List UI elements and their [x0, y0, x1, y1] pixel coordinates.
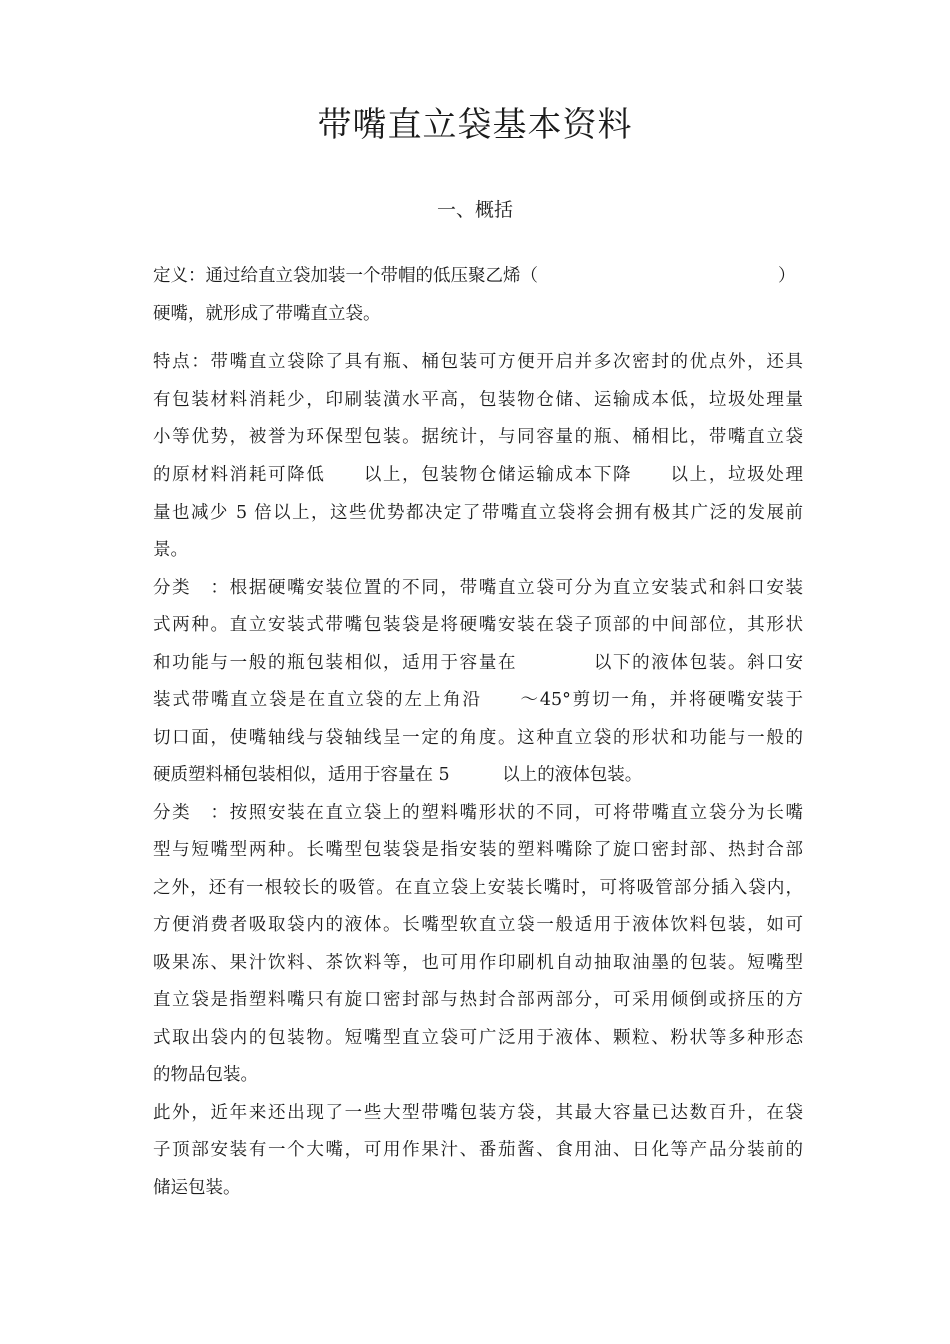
classification2-line: 分类 ：按照安装在直立袋上的塑料嘴形状的不同，可将带嘴直立袋分为长嘴 [153, 803, 803, 823]
classification2-line: 型与短嘴型两种。长嘴型包装袋是指安装的塑料嘴除了旋口密封部、热封合部 [153, 840, 803, 860]
classification1-line: 切口面，使嘴轴线与袋轴线呈一定的角度。这种直立袋的形状和功能与一般的 [153, 728, 803, 748]
classification1-line: 和功能与一般的瓶包装相似，适用于容量在 以下的液体包装。斜口安 [153, 653, 803, 673]
classification2-line: 之外，还有一根较长的吸管。在直立袋上安装长嘴时，可将吸管部分插入袋内， [153, 878, 803, 898]
classification1-line: 装式带嘴直立袋是在直立袋的左上角沿 ～45°剪切一角，并将硬嘴安装于 [153, 690, 803, 710]
classification2-line: 方便消费者吸取袋内的液体。长嘴型软直立袋一般适用于液体饮料包装，如可 [153, 915, 803, 935]
features-line: 景。 [153, 540, 188, 560]
classification2-line: 吸果冻、果汁饮料、茶饮料等，也可用作印刷机自动抽取油墨的包装。短嘴型 [153, 953, 803, 973]
classification1-line: 式两种。直立安装式带嘴包装袋是将硬嘴安装在袋子顶部的中间部位，其形状 [153, 615, 803, 635]
definition-paren-close: ） [778, 266, 796, 286]
definition-line: 硬嘴，就形成了带嘴直立袋。 [153, 304, 381, 324]
additional-line: 子顶部安装有一个大嘴，可用作果汁、番茄酱、食用油、日化等产品分装前的 [153, 1140, 803, 1160]
document-title: 带嘴直立袋基本资料 [317, 105, 633, 145]
features-line: 量也减少 5 倍以上，这些优势都决定了带嘴直立袋将会拥有极其广泛的发展前 [153, 503, 803, 523]
definition-line: 定义：通过给直立袋加装一个带帽的低压聚乙烯（ [153, 266, 538, 286]
classification2-line: 的物品包装。 [153, 1065, 258, 1085]
classification1-line: 分类 ：根据硬嘴安装位置的不同，带嘴直立袋可分为直立安装式和斜口安装 [153, 578, 803, 598]
classification2-line: 直立袋是指塑料嘴只有旋口密封部与热封合部两部分，可采用倾倒或挤压的方 [153, 990, 803, 1010]
features-line: 特点：带嘴直立袋除了具有瓶、桶包装可方便开启并多次密封的优点外，还具 [153, 352, 803, 372]
section-heading: 一、概括 [436, 199, 513, 221]
features-line: 的原材料消耗可降低 以上，包装物仓储运输成本下降 以上，垃圾处理 [153, 465, 803, 485]
classification1-line: 硬质塑料桶包装相似，适用于容量在 5 以上的液体包装。 [153, 765, 643, 785]
additional-line: 此外，近年来还出现了一些大型带嘴包装方袋，其最大容量已达数百升，在袋 [153, 1103, 803, 1123]
features-line: 有包装材料消耗少，印刷装潢水平高，包装物仓储、运输成本低，垃圾处理量 [153, 390, 803, 410]
features-line: 小等优势，被誉为环保型包装。据统计，与同容量的瓶、桶相比，带嘴直立袋 [153, 427, 803, 447]
classification2-line: 式取出袋内的包装物。短嘴型直立袋可广泛用于液体、颗粒、粉状等多种形态 [153, 1028, 803, 1048]
additional-line: 储运包装。 [153, 1178, 241, 1198]
